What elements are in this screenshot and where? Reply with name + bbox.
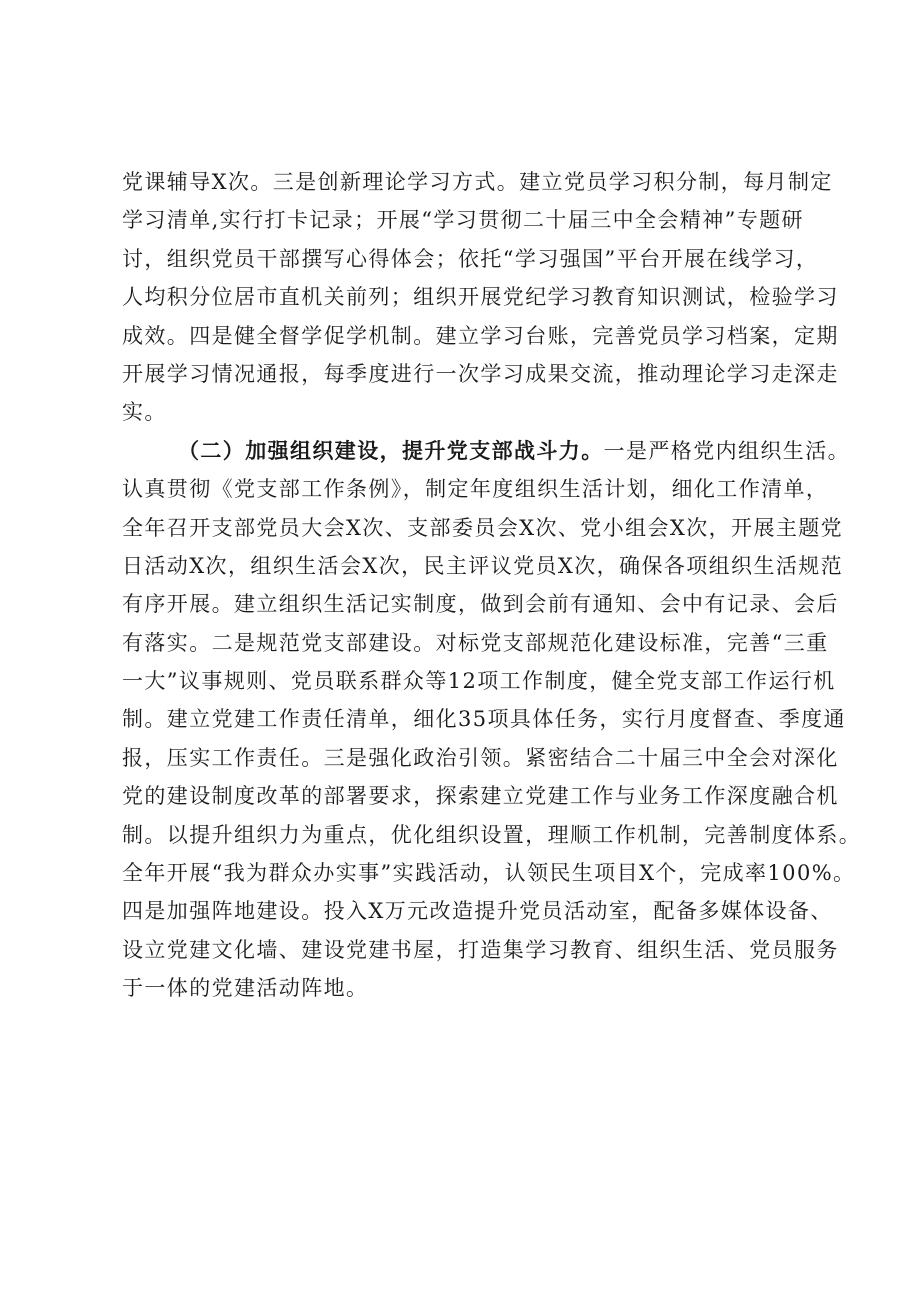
text-line: 认真贯彻《党支部工作条例》，制定年度组织生活计划，细化工作清单，	[122, 477, 829, 502]
section-heading-line	[122, 432, 851, 470]
text-line: 日活动X次，组织生活会X次，民主评议党员X次，确保各项组织生活规范	[122, 553, 844, 578]
text-line: 实。	[122, 400, 167, 425]
text-line: 党的建设制度改革的部署要求，探索建立党建工作与业务工作深度融合机	[122, 784, 839, 809]
text-line: 开展学习情况通报，每季度进行一次学习成果交流，推动理论学习走深走	[122, 361, 839, 386]
text-line: 有落实。二是规范党支部建设。对标党支部规范化建设标准，完善“三重	[122, 630, 829, 655]
text-line: 一是严格党内组织生活。	[603, 438, 851, 463]
paragraph-organization-building	[122, 432, 862, 1008]
paragraph-theory-study	[122, 163, 839, 432]
text-line: 有序开展。建立组织生活记实制度，做到会前有通知、会中有记录、会后	[122, 592, 839, 617]
text-line: 设立党建文化墙、建设党建书屋，打造集学习教育、组织生活、党员服务	[122, 937, 839, 962]
text-line: 四是加强阵地建设。投入X万元改造提升党员活动室，配备多媒体设备、	[122, 899, 833, 924]
text-line: 一大”议事规则、党员联系群众等12项工作制度，健全党支部工作运行机	[122, 669, 836, 694]
text-line: 讨，组织党员干部撰写心得体会；依托“学习强国”平台开展在线学习，	[122, 246, 819, 271]
section-heading: （二）加强组织建设，提升党支部战斗力。	[178, 437, 604, 463]
text-line: 人均积分位居市直机关前列；组织开展党纪学习教育知识测试，检验学习	[122, 285, 839, 310]
text-line: 制。建立党建工作责任清单，细化35项具体任务，实行月度督查、季度通	[122, 707, 846, 732]
text-line: 成效。四是健全督学促学机制。建立学习台账，完善党员学习档案，定期	[122, 323, 839, 348]
document-body	[122, 163, 862, 1008]
text-line: 学习清单,实行打卡记录；开展“学习贯彻二十届三中全会精神”专题研	[122, 208, 804, 233]
text-line: 制。以提升组织力为重点，优化组织设置，理顺工作机制，完善制度体系。	[122, 822, 862, 847]
text-line: 全年召开支部党员大会X次、支部委员会X次、党小组会X次，开展主题党	[122, 515, 844, 540]
text-line: 党课辅导X次。三是创新理论学习方式。建立党员学习积分制，每月制定	[122, 170, 833, 194]
text-line: 报，压实工作责任。三是强化政治引领。紧密结合二十届三中全会对深化	[122, 745, 839, 770]
text-line: 全年开展“我为群众办实事”实践活动，认领民生项目X个，完成率100%。	[122, 861, 856, 886]
text-line: 于一体的党建活动阵地。	[122, 976, 369, 1001]
